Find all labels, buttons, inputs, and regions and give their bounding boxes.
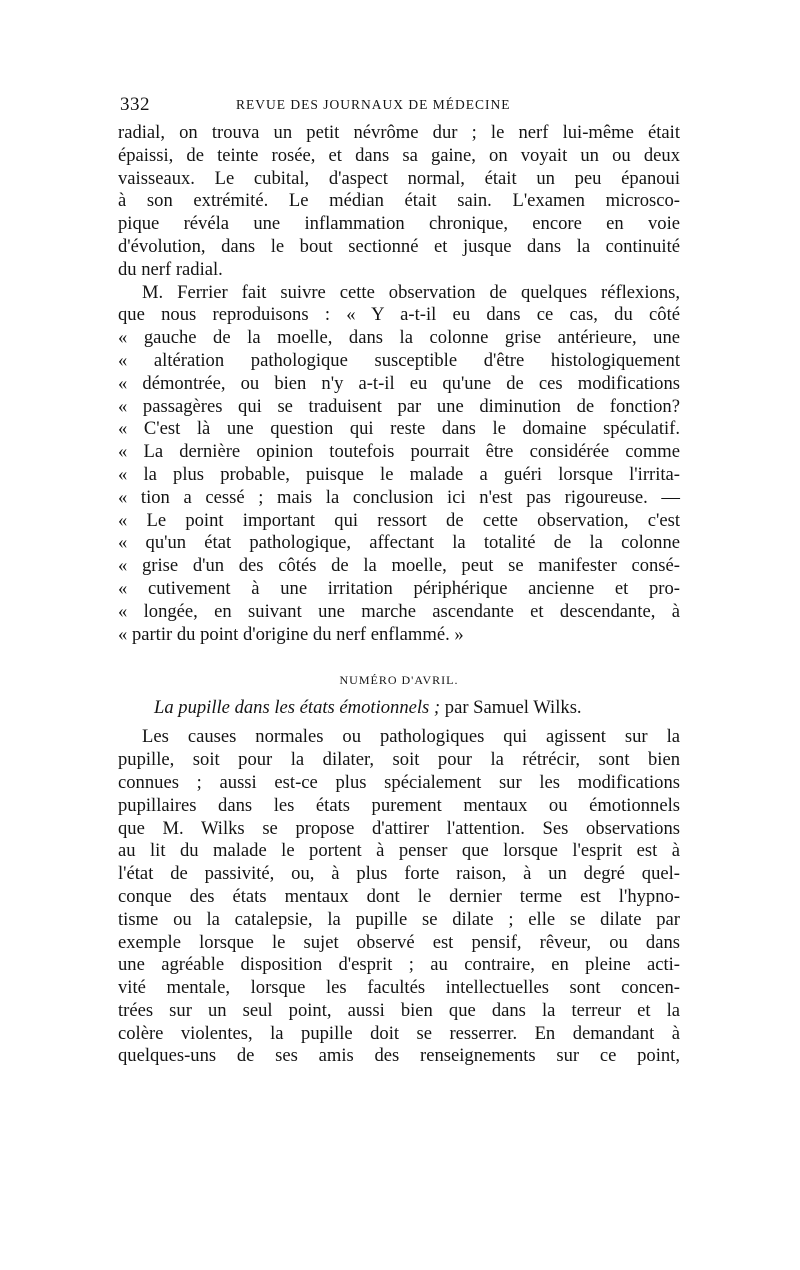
- text-line: que M. Wilks se propose d'attirer l'attention. Ses observations: [118, 817, 680, 839]
- text-line: à son extrémité. Le médian était sain. L'examen microsco-: [118, 190, 680, 212]
- text-line: vaisseaux. Le cubital, d'aspect normal, était un peu épanoui: [118, 167, 680, 189]
- text-line: vité mentale, lorsque les facultés intellectuelles sont concen-: [118, 977, 680, 999]
- text-line: « passagères qui se traduisent par une diminution de fonction?: [118, 395, 680, 417]
- article-heading: [118, 696, 680, 720]
- document-page: [118, 90, 680, 1068]
- text-line: « gauche de la moelle, dans la colonne grise antérieure, une: [118, 327, 680, 349]
- text-line: connues ; aussi est-ce plus spécialement sur les modifications: [118, 771, 680, 793]
- text-line: « partir du point d'origine du nerf enflammé. »: [118, 623, 464, 645]
- text-line: conque des états mentaux dont le dernier terme est l'hypno-: [118, 885, 680, 907]
- paragraph-case-report: [118, 122, 680, 282]
- text-line: exemple lorsque le sujet observé est pensif, rêveur, ou dans: [118, 931, 680, 953]
- article-author: par Samuel Wilks.: [444, 697, 582, 719]
- text-line: « qu'un état pathologique, affectant la totalité de la colonne: [118, 532, 680, 554]
- section-heading: NUMÉRO D'AVRIL.: [339, 673, 459, 688]
- text-line: Les causes normales ou pathologiques qui agissent sur la: [142, 726, 680, 748]
- text-line: une agréable disposition d'esprit ; au contraire, en pleine acti-: [118, 954, 680, 976]
- text-line: épaissi, de teinte rosée, et dans sa gaine, on voyait un ou deux: [118, 144, 680, 166]
- text-line: « cutivement à une irritation périphérique ancienne et pro-: [118, 577, 680, 599]
- running-header: [118, 90, 680, 118]
- text-line: d'évolution, dans le bout sectionné et jusque dans la continuité: [118, 235, 680, 257]
- text-line: l'état de passivité, ou, à plus forte raison, à un degré quel-: [118, 863, 680, 885]
- page-number: 332: [120, 94, 150, 115]
- text-line: « grise d'un des côtés de la moelle, peut se manifester consé-: [118, 555, 680, 577]
- text-line: trées sur un seul point, aussi bien que dans la terreur et la: [118, 999, 680, 1021]
- text-line: tisme ou la catalepsie, la pupille se dilate ; elle se dilate par: [118, 908, 680, 930]
- text-line: radial, on trouva un petit névrôme dur ; le nerf lui-même était: [118, 122, 680, 143]
- text-line: colère violentes, la pupille doit se resserrer. En demandant à: [118, 1022, 680, 1044]
- text-line: du nerf radial.: [118, 258, 223, 280]
- text-line: M. Ferrier fait suivre cette observation de quelques réflexions,: [142, 281, 680, 303]
- text-line: « tion a cessé ; mais la conclusion ici n'est pas rigoureuse. —: [118, 486, 680, 508]
- text-line: pupille, soit pour la dilater, soit pour la rétrécir, sont bien: [118, 749, 680, 771]
- text-line: « altération pathologique susceptible d'être histologiquement: [118, 349, 680, 371]
- paragraph-wilks-summary: [118, 726, 680, 1068]
- text-line: « démontrée, ou bien n'y a-t-il eu qu'une de ces modifications: [118, 372, 680, 394]
- paragraph-ferrier-reflections: [118, 282, 680, 647]
- body-text: [118, 122, 680, 1068]
- text-line: « La dernière opinion toutefois pourrait être considérée comme: [118, 441, 680, 463]
- text-line: « longée, en suivant une marche ascendante et descendante, à: [118, 600, 680, 622]
- text-line: « la plus probable, puisque le malade a guéri lorsque l'irrita-: [118, 463, 680, 485]
- text-line: au lit du malade le portent à penser que lorsque l'esprit est à: [118, 840, 680, 862]
- text-line: « C'est là une question qui reste dans le domaine spéculatif.: [118, 418, 680, 440]
- article-title: La pupille dans les états émotionnels ;: [154, 697, 441, 719]
- text-line: « Le point important qui ressort de cette observation, c'est: [118, 509, 680, 531]
- text-line: quelques-uns de ses amis des renseignements sur ce point,: [118, 1045, 680, 1067]
- text-line: pique révéla une inflammation chronique, encore en voie: [118, 213, 680, 235]
- text-line: pupillaires dans les états purement mentaux ou émotionnels: [118, 794, 680, 816]
- journal-title: REVUE DES JOURNAUX DE MÉDECINE: [236, 97, 511, 112]
- text-line: que nous reproduisons : « Y a-t-il eu dans ce cas, du côté: [118, 304, 680, 326]
